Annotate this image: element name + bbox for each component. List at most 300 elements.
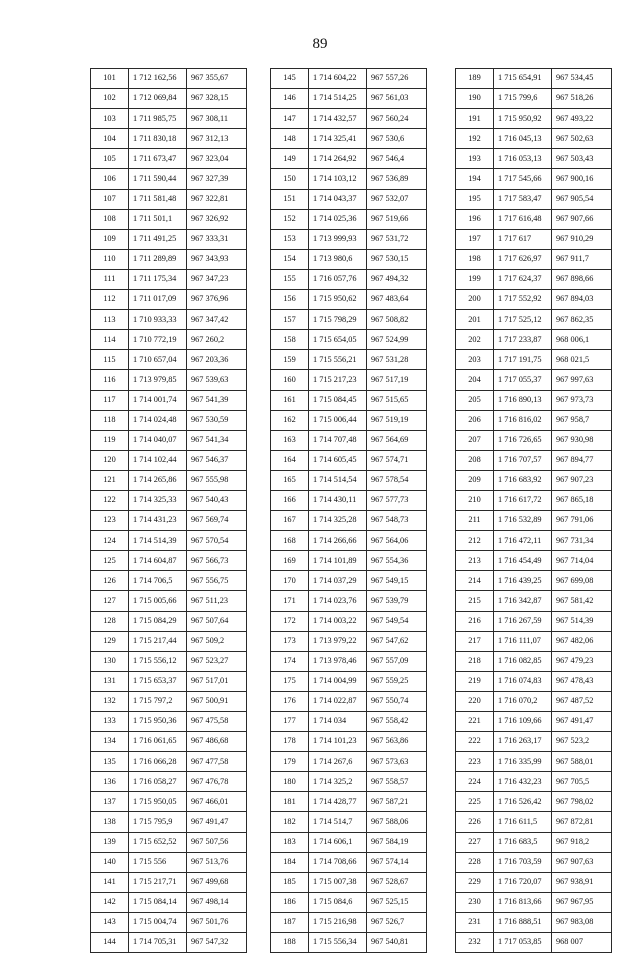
point-number-cell: 232 bbox=[456, 933, 494, 953]
point-number-cell: 145 bbox=[271, 69, 309, 89]
x-coordinate-cell: 1 716 683,5 bbox=[494, 832, 552, 852]
y-coordinate-cell: 967 475,58 bbox=[187, 712, 247, 732]
y-coordinate-cell: 967 260,2 bbox=[187, 330, 247, 350]
table-row bbox=[91, 330, 247, 350]
point-number-cell: 168 bbox=[271, 531, 309, 551]
x-coordinate-cell: 1 715 652,52 bbox=[129, 832, 187, 852]
point-number-cell: 222 bbox=[456, 732, 494, 752]
y-coordinate-cell: 967 376,96 bbox=[187, 290, 247, 310]
table-row bbox=[271, 149, 427, 169]
point-number-cell: 134 bbox=[91, 732, 129, 752]
x-coordinate-cell: 1 714 101,89 bbox=[309, 551, 367, 571]
y-coordinate-cell: 967 511,23 bbox=[187, 591, 247, 611]
table-row bbox=[271, 109, 427, 129]
x-coordinate-cell: 1 716 683,92 bbox=[494, 470, 552, 490]
y-coordinate-cell: 967 507,64 bbox=[187, 611, 247, 631]
table-row bbox=[271, 370, 427, 390]
y-coordinate-cell: 968 007 bbox=[552, 933, 612, 953]
table-row bbox=[456, 611, 612, 631]
point-number-cell: 149 bbox=[271, 149, 309, 169]
y-coordinate-cell: 967 502,63 bbox=[552, 129, 612, 149]
point-number-cell: 153 bbox=[271, 229, 309, 249]
table-row bbox=[91, 169, 247, 189]
coordinates-table-3 bbox=[455, 68, 612, 953]
point-number-cell: 107 bbox=[91, 189, 129, 209]
y-coordinate-cell: 967 865,18 bbox=[552, 490, 612, 510]
y-coordinate-cell: 967 528,67 bbox=[367, 872, 427, 892]
y-coordinate-cell: 967 547,62 bbox=[367, 631, 427, 651]
y-coordinate-cell: 967 558,42 bbox=[367, 712, 427, 732]
y-coordinate-cell: 967 541,34 bbox=[187, 430, 247, 450]
table-row bbox=[271, 933, 427, 953]
point-number-cell: 186 bbox=[271, 892, 309, 912]
point-number-cell: 131 bbox=[91, 671, 129, 691]
point-number-cell: 127 bbox=[91, 591, 129, 611]
y-coordinate-cell: 967 549,15 bbox=[367, 571, 427, 591]
table-row bbox=[271, 832, 427, 852]
x-coordinate-cell: 1 717 616,48 bbox=[494, 209, 552, 229]
table-row bbox=[271, 89, 427, 109]
x-coordinate-cell: 1 711 830,18 bbox=[129, 129, 187, 149]
table-row bbox=[91, 812, 247, 832]
table-row bbox=[91, 350, 247, 370]
y-coordinate-cell: 967 355,67 bbox=[187, 69, 247, 89]
x-coordinate-cell: 1 716 058,27 bbox=[129, 772, 187, 792]
point-number-cell: 200 bbox=[456, 290, 494, 310]
point-number-cell: 105 bbox=[91, 149, 129, 169]
table-row bbox=[91, 249, 247, 269]
y-coordinate-cell: 967 501,76 bbox=[187, 912, 247, 932]
x-coordinate-cell: 1 714 606,1 bbox=[309, 832, 367, 852]
table-row bbox=[456, 269, 612, 289]
y-coordinate-cell: 967 508,82 bbox=[367, 310, 427, 330]
y-coordinate-cell: 967 581,42 bbox=[552, 591, 612, 611]
y-coordinate-cell: 967 519,19 bbox=[367, 410, 427, 430]
table-row bbox=[91, 591, 247, 611]
point-number-cell: 109 bbox=[91, 229, 129, 249]
point-number-cell: 229 bbox=[456, 872, 494, 892]
y-coordinate-cell: 967 550,74 bbox=[367, 691, 427, 711]
table-row bbox=[271, 410, 427, 430]
y-coordinate-cell: 967 907,23 bbox=[552, 470, 612, 490]
x-coordinate-cell: 1 717 053,85 bbox=[494, 933, 552, 953]
point-number-cell: 110 bbox=[91, 249, 129, 269]
point-number-cell: 141 bbox=[91, 872, 129, 892]
x-coordinate-cell: 1 714 428,77 bbox=[309, 792, 367, 812]
x-coordinate-cell: 1 714 264,92 bbox=[309, 149, 367, 169]
table-row bbox=[456, 792, 612, 812]
table-row bbox=[91, 229, 247, 249]
x-coordinate-cell: 1 716 813,66 bbox=[494, 892, 552, 912]
table-row bbox=[91, 89, 247, 109]
point-number-cell: 119 bbox=[91, 430, 129, 450]
x-coordinate-cell: 1 714 325,2 bbox=[309, 772, 367, 792]
table-row bbox=[456, 712, 612, 732]
y-coordinate-cell: 967 519,66 bbox=[367, 209, 427, 229]
table-row bbox=[91, 651, 247, 671]
y-coordinate-cell: 967 587,21 bbox=[367, 792, 427, 812]
y-coordinate-cell: 967 347,23 bbox=[187, 269, 247, 289]
x-coordinate-cell: 1 714 325,28 bbox=[309, 511, 367, 531]
point-number-cell: 183 bbox=[271, 832, 309, 852]
table-row bbox=[91, 712, 247, 732]
x-coordinate-cell: 1 715 004,74 bbox=[129, 912, 187, 932]
x-coordinate-cell: 1 714 605,45 bbox=[309, 450, 367, 470]
y-coordinate-cell: 967 491,47 bbox=[187, 812, 247, 832]
x-coordinate-cell: 1 714 034 bbox=[309, 712, 367, 732]
x-coordinate-cell: 1 716 439,25 bbox=[494, 571, 552, 591]
table-row bbox=[456, 933, 612, 953]
point-number-cell: 126 bbox=[91, 571, 129, 591]
y-coordinate-cell: 967 534,45 bbox=[552, 69, 612, 89]
x-coordinate-cell: 1 717 233,87 bbox=[494, 330, 552, 350]
table-row bbox=[456, 772, 612, 792]
table-row bbox=[91, 410, 247, 430]
point-number-cell: 213 bbox=[456, 551, 494, 571]
table-row bbox=[91, 189, 247, 209]
point-number-cell: 214 bbox=[456, 571, 494, 591]
x-coordinate-cell: 1 711 673,47 bbox=[129, 149, 187, 169]
point-number-cell: 136 bbox=[91, 772, 129, 792]
table-row bbox=[91, 752, 247, 772]
x-coordinate-cell: 1 715 798,29 bbox=[309, 310, 367, 330]
x-coordinate-cell: 1 713 978,46 bbox=[309, 651, 367, 671]
x-coordinate-cell: 1 714 705,31 bbox=[129, 933, 187, 953]
point-number-cell: 123 bbox=[91, 511, 129, 531]
point-number-cell: 185 bbox=[271, 872, 309, 892]
table-row bbox=[456, 249, 612, 269]
table-row bbox=[271, 450, 427, 470]
y-coordinate-cell: 967 343,93 bbox=[187, 249, 247, 269]
y-coordinate-cell: 967 564,69 bbox=[367, 430, 427, 450]
point-number-cell: 148 bbox=[271, 129, 309, 149]
y-coordinate-cell: 967 487,52 bbox=[552, 691, 612, 711]
table-row bbox=[91, 551, 247, 571]
x-coordinate-cell: 1 715 556,34 bbox=[309, 933, 367, 953]
point-number-cell: 138 bbox=[91, 812, 129, 832]
x-coordinate-cell: 1 711 289,89 bbox=[129, 249, 187, 269]
y-coordinate-cell: 967 905,54 bbox=[552, 189, 612, 209]
table-row bbox=[456, 591, 612, 611]
y-coordinate-cell: 967 791,06 bbox=[552, 511, 612, 531]
point-number-cell: 150 bbox=[271, 169, 309, 189]
x-coordinate-cell: 1 714 707,48 bbox=[309, 430, 367, 450]
x-coordinate-cell: 1 716 707,57 bbox=[494, 450, 552, 470]
table-row bbox=[91, 290, 247, 310]
point-number-cell: 212 bbox=[456, 531, 494, 551]
y-coordinate-cell: 967 705,5 bbox=[552, 772, 612, 792]
x-coordinate-cell: 1 710 933,33 bbox=[129, 310, 187, 330]
x-coordinate-cell: 1 714 708,66 bbox=[309, 852, 367, 872]
y-coordinate-cell: 967 547,32 bbox=[187, 933, 247, 953]
table-row bbox=[271, 611, 427, 631]
x-coordinate-cell: 1 716 816,02 bbox=[494, 410, 552, 430]
y-coordinate-cell: 967 910,29 bbox=[552, 229, 612, 249]
y-coordinate-cell: 967 894,77 bbox=[552, 450, 612, 470]
table-row bbox=[91, 571, 247, 591]
y-coordinate-cell: 967 478,43 bbox=[552, 671, 612, 691]
table-row bbox=[91, 772, 247, 792]
point-number-cell: 182 bbox=[271, 812, 309, 832]
x-coordinate-cell: 1 715 797,2 bbox=[129, 691, 187, 711]
x-coordinate-cell: 1 713 979,85 bbox=[129, 370, 187, 390]
table-row bbox=[271, 490, 427, 510]
table-row bbox=[271, 511, 427, 531]
table-row bbox=[91, 732, 247, 752]
y-coordinate-cell: 967 570,54 bbox=[187, 531, 247, 551]
y-coordinate-cell: 967 930,98 bbox=[552, 430, 612, 450]
x-coordinate-cell: 1 716 703,59 bbox=[494, 852, 552, 872]
y-coordinate-cell: 967 539,63 bbox=[187, 370, 247, 390]
y-coordinate-cell: 967 312,13 bbox=[187, 129, 247, 149]
x-coordinate-cell: 1 716 082,85 bbox=[494, 651, 552, 671]
y-coordinate-cell: 967 486,68 bbox=[187, 732, 247, 752]
x-coordinate-cell: 1 716 532,89 bbox=[494, 511, 552, 531]
table-row bbox=[271, 69, 427, 89]
y-coordinate-cell: 967 323,04 bbox=[187, 149, 247, 169]
y-coordinate-cell: 967 477,58 bbox=[187, 752, 247, 772]
x-coordinate-cell: 1 714 025,36 bbox=[309, 209, 367, 229]
point-number-cell: 218 bbox=[456, 651, 494, 671]
point-number-cell: 225 bbox=[456, 792, 494, 812]
table-row bbox=[456, 651, 612, 671]
table-row bbox=[91, 470, 247, 490]
table-row bbox=[91, 430, 247, 450]
y-coordinate-cell: 967 907,66 bbox=[552, 209, 612, 229]
point-number-cell: 199 bbox=[456, 269, 494, 289]
point-number-cell: 227 bbox=[456, 832, 494, 852]
y-coordinate-cell: 967 515,65 bbox=[367, 390, 427, 410]
y-coordinate-cell: 967 326,92 bbox=[187, 209, 247, 229]
point-number-cell: 101 bbox=[91, 69, 129, 89]
table-row bbox=[91, 852, 247, 872]
table-row bbox=[271, 872, 427, 892]
y-coordinate-cell: 967 558,57 bbox=[367, 772, 427, 792]
y-coordinate-cell: 967 584,19 bbox=[367, 832, 427, 852]
y-coordinate-cell: 967 517,19 bbox=[367, 370, 427, 390]
y-coordinate-cell: 967 872,81 bbox=[552, 812, 612, 832]
point-number-cell: 159 bbox=[271, 350, 309, 370]
point-number-cell: 106 bbox=[91, 169, 129, 189]
y-coordinate-cell: 967 549,54 bbox=[367, 611, 427, 631]
x-coordinate-cell: 1 715 006,44 bbox=[309, 410, 367, 430]
x-coordinate-cell: 1 711 501,1 bbox=[129, 209, 187, 229]
x-coordinate-cell: 1 713 979,22 bbox=[309, 631, 367, 651]
x-coordinate-cell: 1 717 552,92 bbox=[494, 290, 552, 310]
y-coordinate-cell: 967 327,39 bbox=[187, 169, 247, 189]
table-row bbox=[91, 872, 247, 892]
y-coordinate-cell: 967 578,54 bbox=[367, 470, 427, 490]
point-number-cell: 178 bbox=[271, 732, 309, 752]
page-number: 89 bbox=[312, 36, 328, 52]
table-row bbox=[91, 450, 247, 470]
x-coordinate-cell: 1 714 024,48 bbox=[129, 410, 187, 430]
table-row bbox=[271, 671, 427, 691]
point-number-cell: 130 bbox=[91, 651, 129, 671]
point-number-cell: 104 bbox=[91, 129, 129, 149]
x-coordinate-cell: 1 715 084,29 bbox=[129, 611, 187, 631]
point-number-cell: 210 bbox=[456, 490, 494, 510]
table-row bbox=[91, 792, 247, 812]
point-number-cell: 122 bbox=[91, 490, 129, 510]
table-row bbox=[456, 390, 612, 410]
table-row bbox=[271, 631, 427, 651]
x-coordinate-cell: 1 710 657,04 bbox=[129, 350, 187, 370]
x-coordinate-cell: 1 714 265,86 bbox=[129, 470, 187, 490]
table-row bbox=[456, 370, 612, 390]
y-coordinate-cell: 967 532,07 bbox=[367, 189, 427, 209]
point-number-cell: 205 bbox=[456, 390, 494, 410]
coordinates-table-1 bbox=[90, 68, 247, 953]
x-coordinate-cell: 1 716 890,13 bbox=[494, 390, 552, 410]
table-row bbox=[271, 249, 427, 269]
x-coordinate-cell: 1 714 103,12 bbox=[309, 169, 367, 189]
y-coordinate-cell: 967 577,73 bbox=[367, 490, 427, 510]
point-number-cell: 111 bbox=[91, 269, 129, 289]
point-number-cell: 217 bbox=[456, 631, 494, 651]
table-row bbox=[271, 229, 427, 249]
point-number-cell: 176 bbox=[271, 691, 309, 711]
table-row bbox=[271, 912, 427, 932]
x-coordinate-cell: 1 716 070,2 bbox=[494, 691, 552, 711]
table-row bbox=[271, 752, 427, 772]
x-coordinate-cell: 1 717 626,97 bbox=[494, 249, 552, 269]
y-coordinate-cell: 967 526,7 bbox=[367, 912, 427, 932]
point-number-cell: 114 bbox=[91, 330, 129, 350]
point-number-cell: 156 bbox=[271, 290, 309, 310]
point-number-cell: 155 bbox=[271, 269, 309, 289]
x-coordinate-cell: 1 714 514,7 bbox=[309, 812, 367, 832]
y-coordinate-cell: 967 476,78 bbox=[187, 772, 247, 792]
x-coordinate-cell: 1 711 175,34 bbox=[129, 269, 187, 289]
x-coordinate-cell: 1 715 007,38 bbox=[309, 872, 367, 892]
point-number-cell: 158 bbox=[271, 330, 309, 350]
point-number-cell: 113 bbox=[91, 310, 129, 330]
point-number-cell: 163 bbox=[271, 430, 309, 450]
point-number-cell: 121 bbox=[91, 470, 129, 490]
table-row bbox=[456, 872, 612, 892]
y-coordinate-cell: 967 498,14 bbox=[187, 892, 247, 912]
y-coordinate-cell: 967 559,25 bbox=[367, 671, 427, 691]
point-number-cell: 215 bbox=[456, 591, 494, 611]
table-row bbox=[271, 712, 427, 732]
table-row bbox=[456, 470, 612, 490]
point-number-cell: 117 bbox=[91, 390, 129, 410]
y-coordinate-cell: 967 938,91 bbox=[552, 872, 612, 892]
point-number-cell: 189 bbox=[456, 69, 494, 89]
x-coordinate-cell: 1 716 045,13 bbox=[494, 129, 552, 149]
point-number-cell: 198 bbox=[456, 249, 494, 269]
point-number-cell: 128 bbox=[91, 611, 129, 631]
point-number-cell: 151 bbox=[271, 189, 309, 209]
point-number-cell: 202 bbox=[456, 330, 494, 350]
y-coordinate-cell: 967 509,2 bbox=[187, 631, 247, 651]
point-number-cell: 211 bbox=[456, 511, 494, 531]
table-row bbox=[271, 310, 427, 330]
point-number-cell: 118 bbox=[91, 410, 129, 430]
table-row bbox=[91, 511, 247, 531]
y-coordinate-cell: 968 006,1 bbox=[552, 330, 612, 350]
table-row bbox=[271, 812, 427, 832]
point-number-cell: 174 bbox=[271, 651, 309, 671]
point-number-cell: 171 bbox=[271, 591, 309, 611]
point-number-cell: 190 bbox=[456, 89, 494, 109]
x-coordinate-cell: 1 715 556,21 bbox=[309, 350, 367, 370]
point-number-cell: 219 bbox=[456, 671, 494, 691]
y-coordinate-cell: 967 798,02 bbox=[552, 792, 612, 812]
x-coordinate-cell: 1 716 335,99 bbox=[494, 752, 552, 772]
y-coordinate-cell: 967 862,35 bbox=[552, 310, 612, 330]
y-coordinate-cell: 967 479,23 bbox=[552, 651, 612, 671]
table-row bbox=[456, 229, 612, 249]
x-coordinate-cell: 1 716 617,72 bbox=[494, 490, 552, 510]
x-coordinate-cell: 1 714 037,29 bbox=[309, 571, 367, 591]
x-coordinate-cell: 1 716 109,66 bbox=[494, 712, 552, 732]
table-row bbox=[271, 531, 427, 551]
table-row bbox=[91, 69, 247, 89]
x-coordinate-cell: 1 714 102,44 bbox=[129, 450, 187, 470]
point-number-cell: 124 bbox=[91, 531, 129, 551]
x-coordinate-cell: 1 715 950,62 bbox=[309, 290, 367, 310]
table-row bbox=[456, 169, 612, 189]
x-coordinate-cell: 1 714 266,66 bbox=[309, 531, 367, 551]
table-row bbox=[456, 571, 612, 591]
point-number-cell: 175 bbox=[271, 671, 309, 691]
point-number-cell: 165 bbox=[271, 470, 309, 490]
point-number-cell: 146 bbox=[271, 89, 309, 109]
y-coordinate-cell: 967 556,75 bbox=[187, 571, 247, 591]
y-coordinate-cell: 967 546,37 bbox=[187, 450, 247, 470]
point-number-cell: 133 bbox=[91, 712, 129, 732]
x-coordinate-cell: 1 714 432,57 bbox=[309, 109, 367, 129]
x-coordinate-cell: 1 717 191,75 bbox=[494, 350, 552, 370]
x-coordinate-cell: 1 716 454,49 bbox=[494, 551, 552, 571]
x-coordinate-cell: 1 715 950,92 bbox=[494, 109, 552, 129]
point-number-cell: 223 bbox=[456, 752, 494, 772]
y-coordinate-cell: 967 566,73 bbox=[187, 551, 247, 571]
table-row bbox=[271, 169, 427, 189]
y-coordinate-cell: 967 911,7 bbox=[552, 249, 612, 269]
point-number-cell: 170 bbox=[271, 571, 309, 591]
x-coordinate-cell: 1 716 061,65 bbox=[129, 732, 187, 752]
point-number-cell: 173 bbox=[271, 631, 309, 651]
y-coordinate-cell: 967 513,76 bbox=[187, 852, 247, 872]
x-coordinate-cell: 1 716 720,07 bbox=[494, 872, 552, 892]
y-coordinate-cell: 967 483,64 bbox=[367, 290, 427, 310]
point-number-cell: 224 bbox=[456, 772, 494, 792]
table-row bbox=[456, 912, 612, 932]
table-row bbox=[91, 129, 247, 149]
y-coordinate-cell: 967 894,03 bbox=[552, 290, 612, 310]
table-row bbox=[271, 772, 427, 792]
point-number-cell: 116 bbox=[91, 370, 129, 390]
table-row bbox=[91, 149, 247, 169]
table-row bbox=[456, 490, 612, 510]
table-row bbox=[456, 852, 612, 872]
x-coordinate-cell: 1 716 432,23 bbox=[494, 772, 552, 792]
y-coordinate-cell: 967 523,27 bbox=[187, 651, 247, 671]
x-coordinate-cell: 1 715 217,44 bbox=[129, 631, 187, 651]
table-row bbox=[271, 551, 427, 571]
x-coordinate-cell: 1 714 101,23 bbox=[309, 732, 367, 752]
table-row bbox=[456, 631, 612, 651]
y-coordinate-cell: 967 569,74 bbox=[187, 511, 247, 531]
x-coordinate-cell: 1 715 654,91 bbox=[494, 69, 552, 89]
y-coordinate-cell: 967 540,81 bbox=[367, 933, 427, 953]
table-row bbox=[456, 430, 612, 450]
y-coordinate-cell: 967 574,71 bbox=[367, 450, 427, 470]
y-coordinate-cell: 967 322,81 bbox=[187, 189, 247, 209]
